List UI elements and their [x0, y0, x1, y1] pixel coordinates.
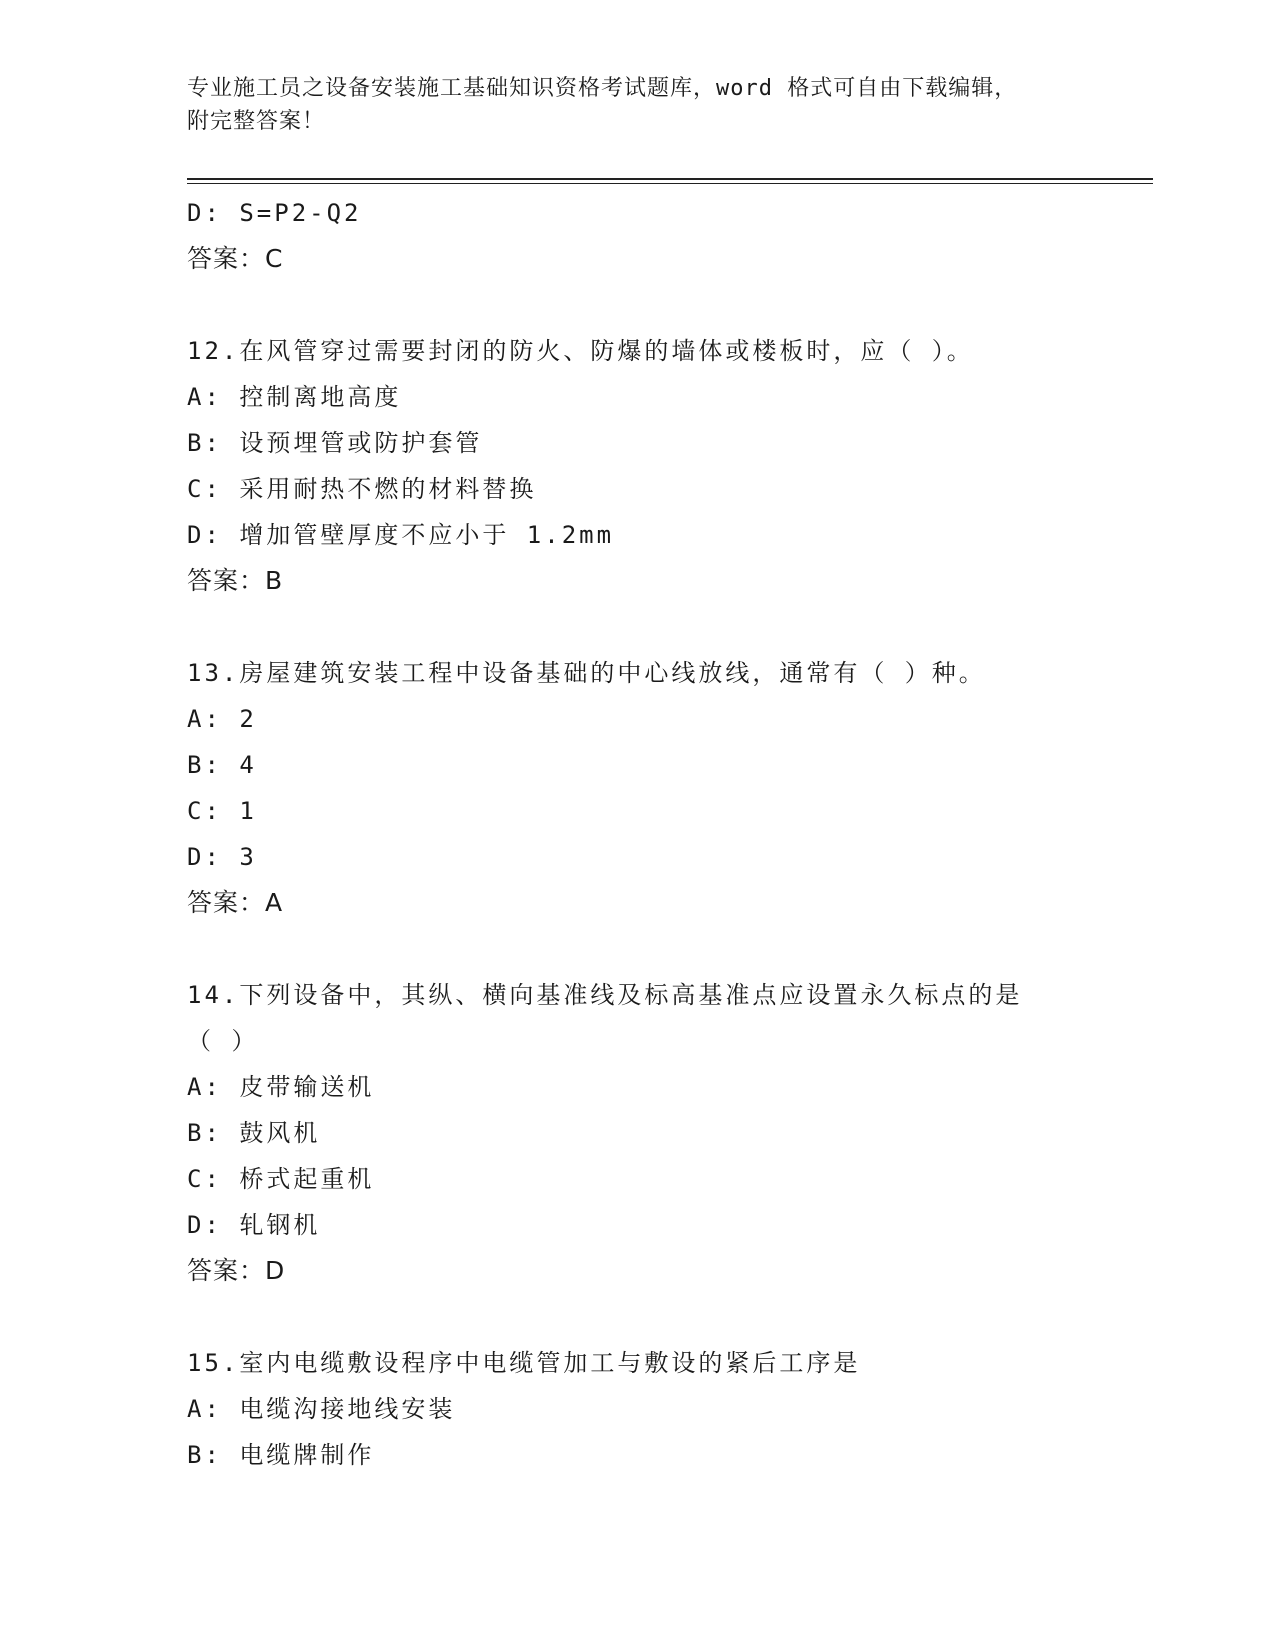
- question-15: [187, 1340, 1153, 1478]
- answer-line: 答案：B: [187, 566, 284, 595]
- option-d: D: 增加管壁厚度不应小于 1.2mm: [187, 521, 615, 549]
- question-stem: 15.室内电缆敷设程序中电缆管加工与敷设的紧后工序是: [187, 1349, 861, 1377]
- previous-question-tail: [187, 190, 1153, 282]
- question-stem: 14.下列设备中，其纵、横向基准线及标高基准点应设置永久标点的是: [187, 981, 1023, 1009]
- option-c: C: 桥式起重机: [187, 1165, 375, 1193]
- option-a: A: 控制离地高度: [187, 383, 402, 411]
- header-line-2: 附完整答案！: [187, 109, 326, 134]
- option-a: A: 皮带输送机: [187, 1073, 375, 1101]
- option-c: C: 1: [187, 797, 257, 825]
- option-b: B: 4: [187, 751, 257, 779]
- document-header: [187, 72, 1087, 138]
- option-b: B: 鼓风机: [187, 1119, 321, 1147]
- header-divider-thick: [187, 178, 1153, 180]
- option-c: C: 采用耐热不燃的材料替换: [187, 475, 537, 503]
- option-a: A: 电缆沟接地线安装: [187, 1395, 456, 1423]
- option-d: D: S=P2-Q2: [187, 199, 362, 227]
- header-divider-thin: [187, 183, 1153, 184]
- question-13: [187, 650, 1153, 926]
- option-d: D: 3: [187, 843, 257, 871]
- header-line-1: 专业施工员之设备安装施工基础知识资格考试题库，word 格式可自由下载编辑，: [187, 76, 1018, 101]
- question-list: [187, 190, 1153, 1478]
- answer-line: 答案：D: [187, 1256, 286, 1285]
- question-stem-continued: （ ）: [187, 1027, 259, 1055]
- answer-line: 答案：C: [187, 244, 284, 273]
- option-a: A: 2: [187, 705, 257, 733]
- answer-line: 答案：A: [187, 888, 284, 917]
- question-stem: 12.在风管穿过需要封闭的防火、防爆的墙体或楼板时，应（ ）。: [187, 337, 974, 365]
- question-14: [187, 972, 1153, 1294]
- option-b: B: 设预埋管或防护套管: [187, 429, 483, 457]
- question-12: [187, 328, 1153, 604]
- option-d: D: 轧钢机: [187, 1211, 321, 1239]
- question-stem: 13.房屋建筑安装工程中设备基础的中心线放线，通常有（ ）种。: [187, 659, 986, 687]
- option-b: B: 电缆牌制作: [187, 1441, 375, 1469]
